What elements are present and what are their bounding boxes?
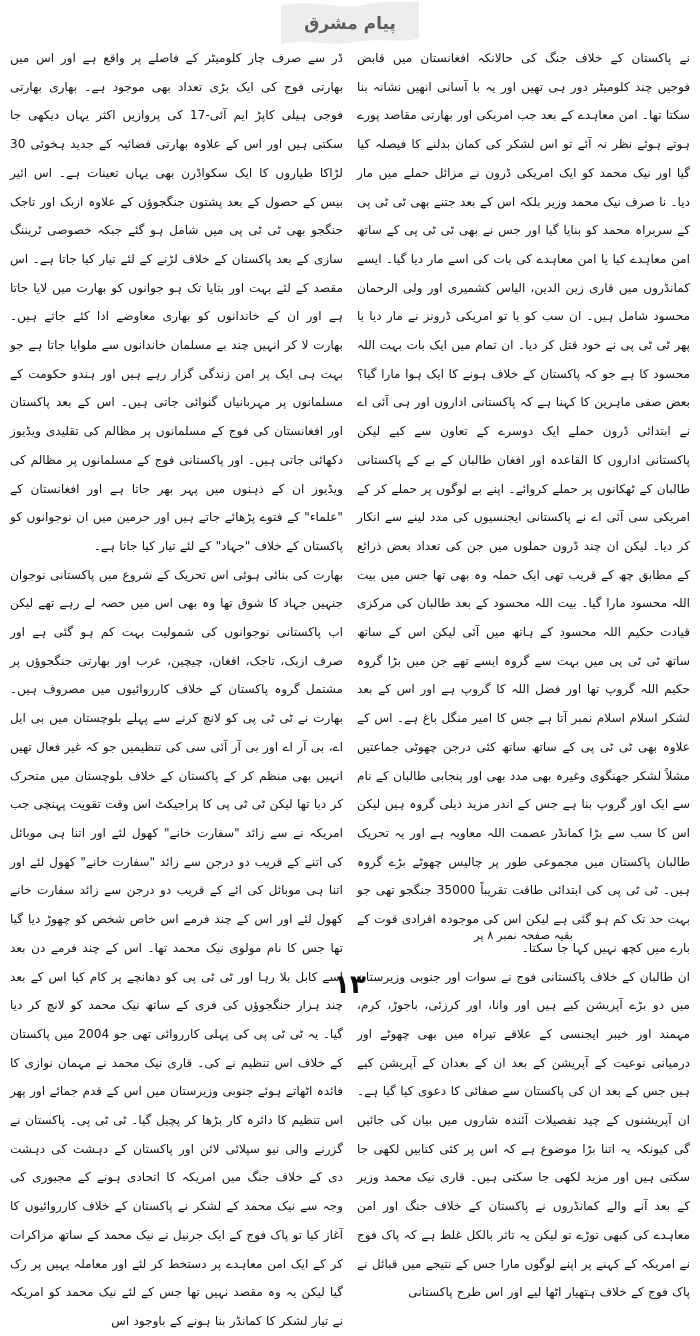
paragraph: بھارت کی بنائی ہوئی اس تحریک کے شروع میں پاکستانی نوجوان جنہیں جہاد کا شوق تھا وہ بھی اس میں حصہ لے رہے تھے لیکن اب پاکستانی نوجوانوں کی شمولیت بہت کم ہو گئی ہے اور صرف ازبک، تاجک، افغان، چیچین، عرب اور بھارتی جنگجوؤں پر مشتمل گروہ پاکستان کے خلاف کارروائیوں میں مصروف ہیں۔ بھارت نے ٹی ٹی پی کو لانچ کرنے سے پہلے بلوچستان میں بی ایل اے، بی آر اے اور بی آر آئی سی کی تنظیمیں جو کہ غیر فعال تھیں انہیں بھی منظم کر کے پاکستان کے خلاف بلوچستان میں متحرک کر دیا تھا لیکن ٹی ٹی پی کا پراجیکٹ اس وقت تقویت پہنچی جب امریکہ نے سے زائد "سفارت خانے" کھول لئے اور اتنا ہی موبائل کی اتنے کے قریب دو درجن سے زائد "سفارت خانے" کھول لئے اور اتنا ہی موبائل کی ائے کے قریب دو درجن سے زائد سفارت خانے کھول لئے اور اس کے چند فرمے اس خاص شخص کو چھوڑ دیا گیا تھا جس کا نام مولوی نیک محمد تھا۔ اس کے چند فرمے دن بعد اسے کابل بلا رہا اور ٹی ٹی پی کو دھانچے پر کام کیا اس کے بعد چند ہزار جنگجوؤں کی فری کے ساتھ نیک محمد کو لانچ کر دیا گیا۔ یہ ٹی ٹی پی کی پہلی کارروائی تھی جو 2004 میں پاکستان کے خلاف اس تنظیم نے کی۔ قاری نیک محمد نے مہمان نوازی کا فائدہ اٹھاتے ہوئے جنوبی وزیرستان میں اس کے قدم جمائے اور پھر اس تنظیم کا دائرہ کار بڑھا کر پچیل گیا۔ ٹی ٹی پی۔ پاکستان نے گزرنے والی نیو سپلائی لائن اور پاکستان کے دہشت کی دہشت دی کے خلاف جنگ میں امریکہ کا اتحادی ہونے کے مجبوری کی وجہ سے نیک محمد کے لشکر نے پاکستان کے خلاف کارروائیوں کا آغاز کیا تو پاک فوج کے ایک جرنیل نے نیک محمد کے ساتھ مزاکرات کر کے ایک امن معاہدے پر دستخط کر لئے اور معاملہ یہیں پر رک گیا لیکن یہ وہ مقصد نہیں تھا جس کے لئے نیک محمد کو امریکہ نے تیار لشکر کا کمانڈر بنا ہونے کے باوجود اس — [10, 567, 343, 1328]
page-number: ۱۳ — [334, 970, 366, 1000]
masthead-title: پیام مشرق — [304, 13, 396, 34]
paragraph: نے پاکستان کے خلاف جنگ کی حالانکہ افغانستان میں قابض فوجیں چند کلومیٹر دور ہی تھیں اور یہ با آسانی انھیں نشانہ بنا سکتا تھا۔ امن معاہدے کے بعد جب امریکی اور بھارتی مقاصد پورے ہوتے ہوئے نظر نہ آئے تو اس لشکر کی کمان بدلنے کا فیصلہ کیا گیا اور نیک محمد کو ایک امریکی ڈرون نے مزائل حملے میں مار دیا۔ نا صرف نیک محمد وزیر بلکہ اس کے بعد جتنے بھی ٹی ٹی پی کے سربراہ محمد کو بنایا گیا اور جس نے بھی ٹی ٹی پی کے ساتھ امن معاہدے کیا یا امن معاہدے کی بات کی اسے مار دیا گیا۔ ایسے کمانڈروں میں قاری زین الدین، الیاس کشمیری اور ولی الرحمان محسود شامل ہیں۔ ان سب کو یا تو امریکی ڈرونز نے مار دیا یا پھر ٹی ٹی پی نے خود قتل کر دیا۔ ان تمام میں ایک بات بہت اللہ محسود کا ہے جو کہ پاکستان کے خلاف ہونے کا ایک ہوا مارا گیا؟ بعض صفی ماہرین کا کہنا ہے کہ پاکستانی اداروں اور ہی آئی اے نے ابتدائی ڈرون حملے ایک دوسرے کے تعاون سے کیے لیکن پاکستانی اداروں کا القاعدہ اور افغان طالبان کے بے کے پاکستانی طالبان کے ٹھکانوں پر حملے کروائے۔ اپنے بے لوگوں پر حملے کر کے امریکی سی آئی اے نے پاکستانی ایجنسیوں کی مدد لینے سے انکار کر دیا۔ لیکن ان چند ڈرون حملوں میں جن کی تعداد بعض ذرائع کے مطابق چھ کے قریب تھی ایک حملہ وہ بھی تھا جس میں بیت اللہ محسود مارا گیا۔ بیت اللہ محسود کے بعد طالبان کی مرکزی قیادت حکیم اللہ محسود کے ہاتھ میں آئی لیکن اس کے ساتھ ساتھ ٹی ٹی پی میں بہت سے گروہ ایسے تھے جن میں بڑا گروہ حکیم اللہ گروپ تھا اور فضل اللہ کا گروپ ہے اور اس کے بعد لشکر اسلام اسلام نمبر آتا ہے جس کا امیر منگل باغ ہے۔ اس کے علاوہ بھی ٹی ٹی پی کے ساتھ ساتھ کئی درجن چھوٹی جماعتیں مشلاً لشکر جھنگوی وغیرہ بھی مدد بھی اور پنجابی طالبان کے نام سے ایک اور گروپ بنا ہے جس کے اندر مزید ذیلی گروہ ہیں لیکن اس کا سب سے بڑا کمانڈر عصمت اللہ معاویہ ہے اور یہ تحریک طالبان پاکستان میں مجموعی طور پر چالیس چھوٹے بڑے گروہ ہیں۔ ٹی ٹی پی کی ابتدائی طاقت تقریباً 35000 جنگجو تھی جو بہت حد تک کم ہو گئی ہے لیکن اس کی موجودہ افرادی قوت کے بارے میں کچھ نہیں کہا جا سکتا۔ — [357, 51, 690, 955]
paragraph: ان طالبان کے خلاف پاکستانی فوج نے سوات اور جنوبی وزیرستان میں دو بڑے آپریشن کیے ہیں اور وانا، اور کرزئی، باجوڑ، کرم، مہمند اور خیبر ایجنسی کے علاقے تیراہ میں بھی چھوٹے اور درمیانی نوعیت کے آپریشن کے بعد ان کے بعدان کے آپریشن کیے ہیں جس کے بعد ان کی پاکستان سے صفائی کا دعوی کیا گیا ہے۔ ان آپریشنوں کے چید تفصیلات آئندہ شاروں میں بیان کی جائیں گی کیونکہ یہ اتنا بڑا موضوع ہے کہ اس پر کئی کتابیں لکھی جا سکتی ہیں اور مزید لکھی جا سکتی ہیں۔ قاری نیک محمد وزیر کے بعد آنے والے کمانڈروں نے پاکستان کے خلاف جنگ اور امن معاہدے کی کبھی توڑے تو لیکن یہ تاثر بالکل غلط ہے کہ پاک فوج نے امریکہ کے کہنے پر اپنے لوگوں مارا جس کے نتیجے میں قبائل نے پاک فوج کے خلاف ہتھیار اٹھا لیے اور اس طرح پاکستانی — [357, 969, 690, 1300]
column-left — [357, 44, 690, 1300]
paragraph: ڈر سے صرف چار کلومیٹر کے فاصلے پر واقع ہے اور اس میں بھارتی فوج کی ایک بڑی تعداد بھی موجود ہے۔ بھاری بھارتی فوجی ہیلی کاپڑ ایم آئی-17 کی پروازیں اکثر یہاں دیکھی جا سکتی ہیں اور اس کے علاوہ بھارتی فضائیہ کے جدید ہخوئی 30 لڑاکا طیاروں کا ایک سکواڈرن بھی یہاں تعینات ہے۔ اس ائیر بیس کے حصول کے بعد پشتون جنگجوؤں کے علاوہ ازبک اور تاجک جنگجو بھی ٹی ٹی پی میں شامل ہو گئے جبکہ خصوصی ٹریننگ سازی کے بعد پاکستان کے خلاف لڑنے کے لئے تیار کیا جاتا ہے۔ اس مقصد کے لئے بہت اور بتایا تک ہو جوانوں کو بھارت میں لایا جاتا ہے اور ان کے خاندانوں کو بھاری معاوضے ادا کئے جاتے ہیں۔ بھارت لا کر انہیں چند بے مسلمان خاندانوں سے ملوایا جاتا ہے جو بہت ہی ایک پر امن زندگی گزار رہے ہیں اور ہندو حکومت کے مسلمانوں پر مہربانیاں گنوائی جاتی ہیں۔ اس کے بعد پاکستان اور افغانستان کی فوج کے مسلمانوں پر مظالم کی تقلیدی ویڈیوز دکھائی جاتی ہیں۔ اور پاکستانی فوج کے مسلمانوں پر مظالم کی ویڈیوز ان کے ذہنوں میں پہر بھر جاتا ہے اور افغانستان کے "علماء" کے فتوے پڑھائے جاتے ہیں اور حرمین میں ان نوجوانوں کو پاکستان کے خلاف "جہاد" کے لئے تیار کیا جاتا ہے۔ — [10, 51, 343, 553]
masthead-banner — [277, 0, 423, 46]
continuation-note: بقیہ صفحہ نمبر ۸ پر — [474, 928, 573, 942]
column-right — [10, 44, 343, 1328]
masthead — [0, 0, 700, 46]
